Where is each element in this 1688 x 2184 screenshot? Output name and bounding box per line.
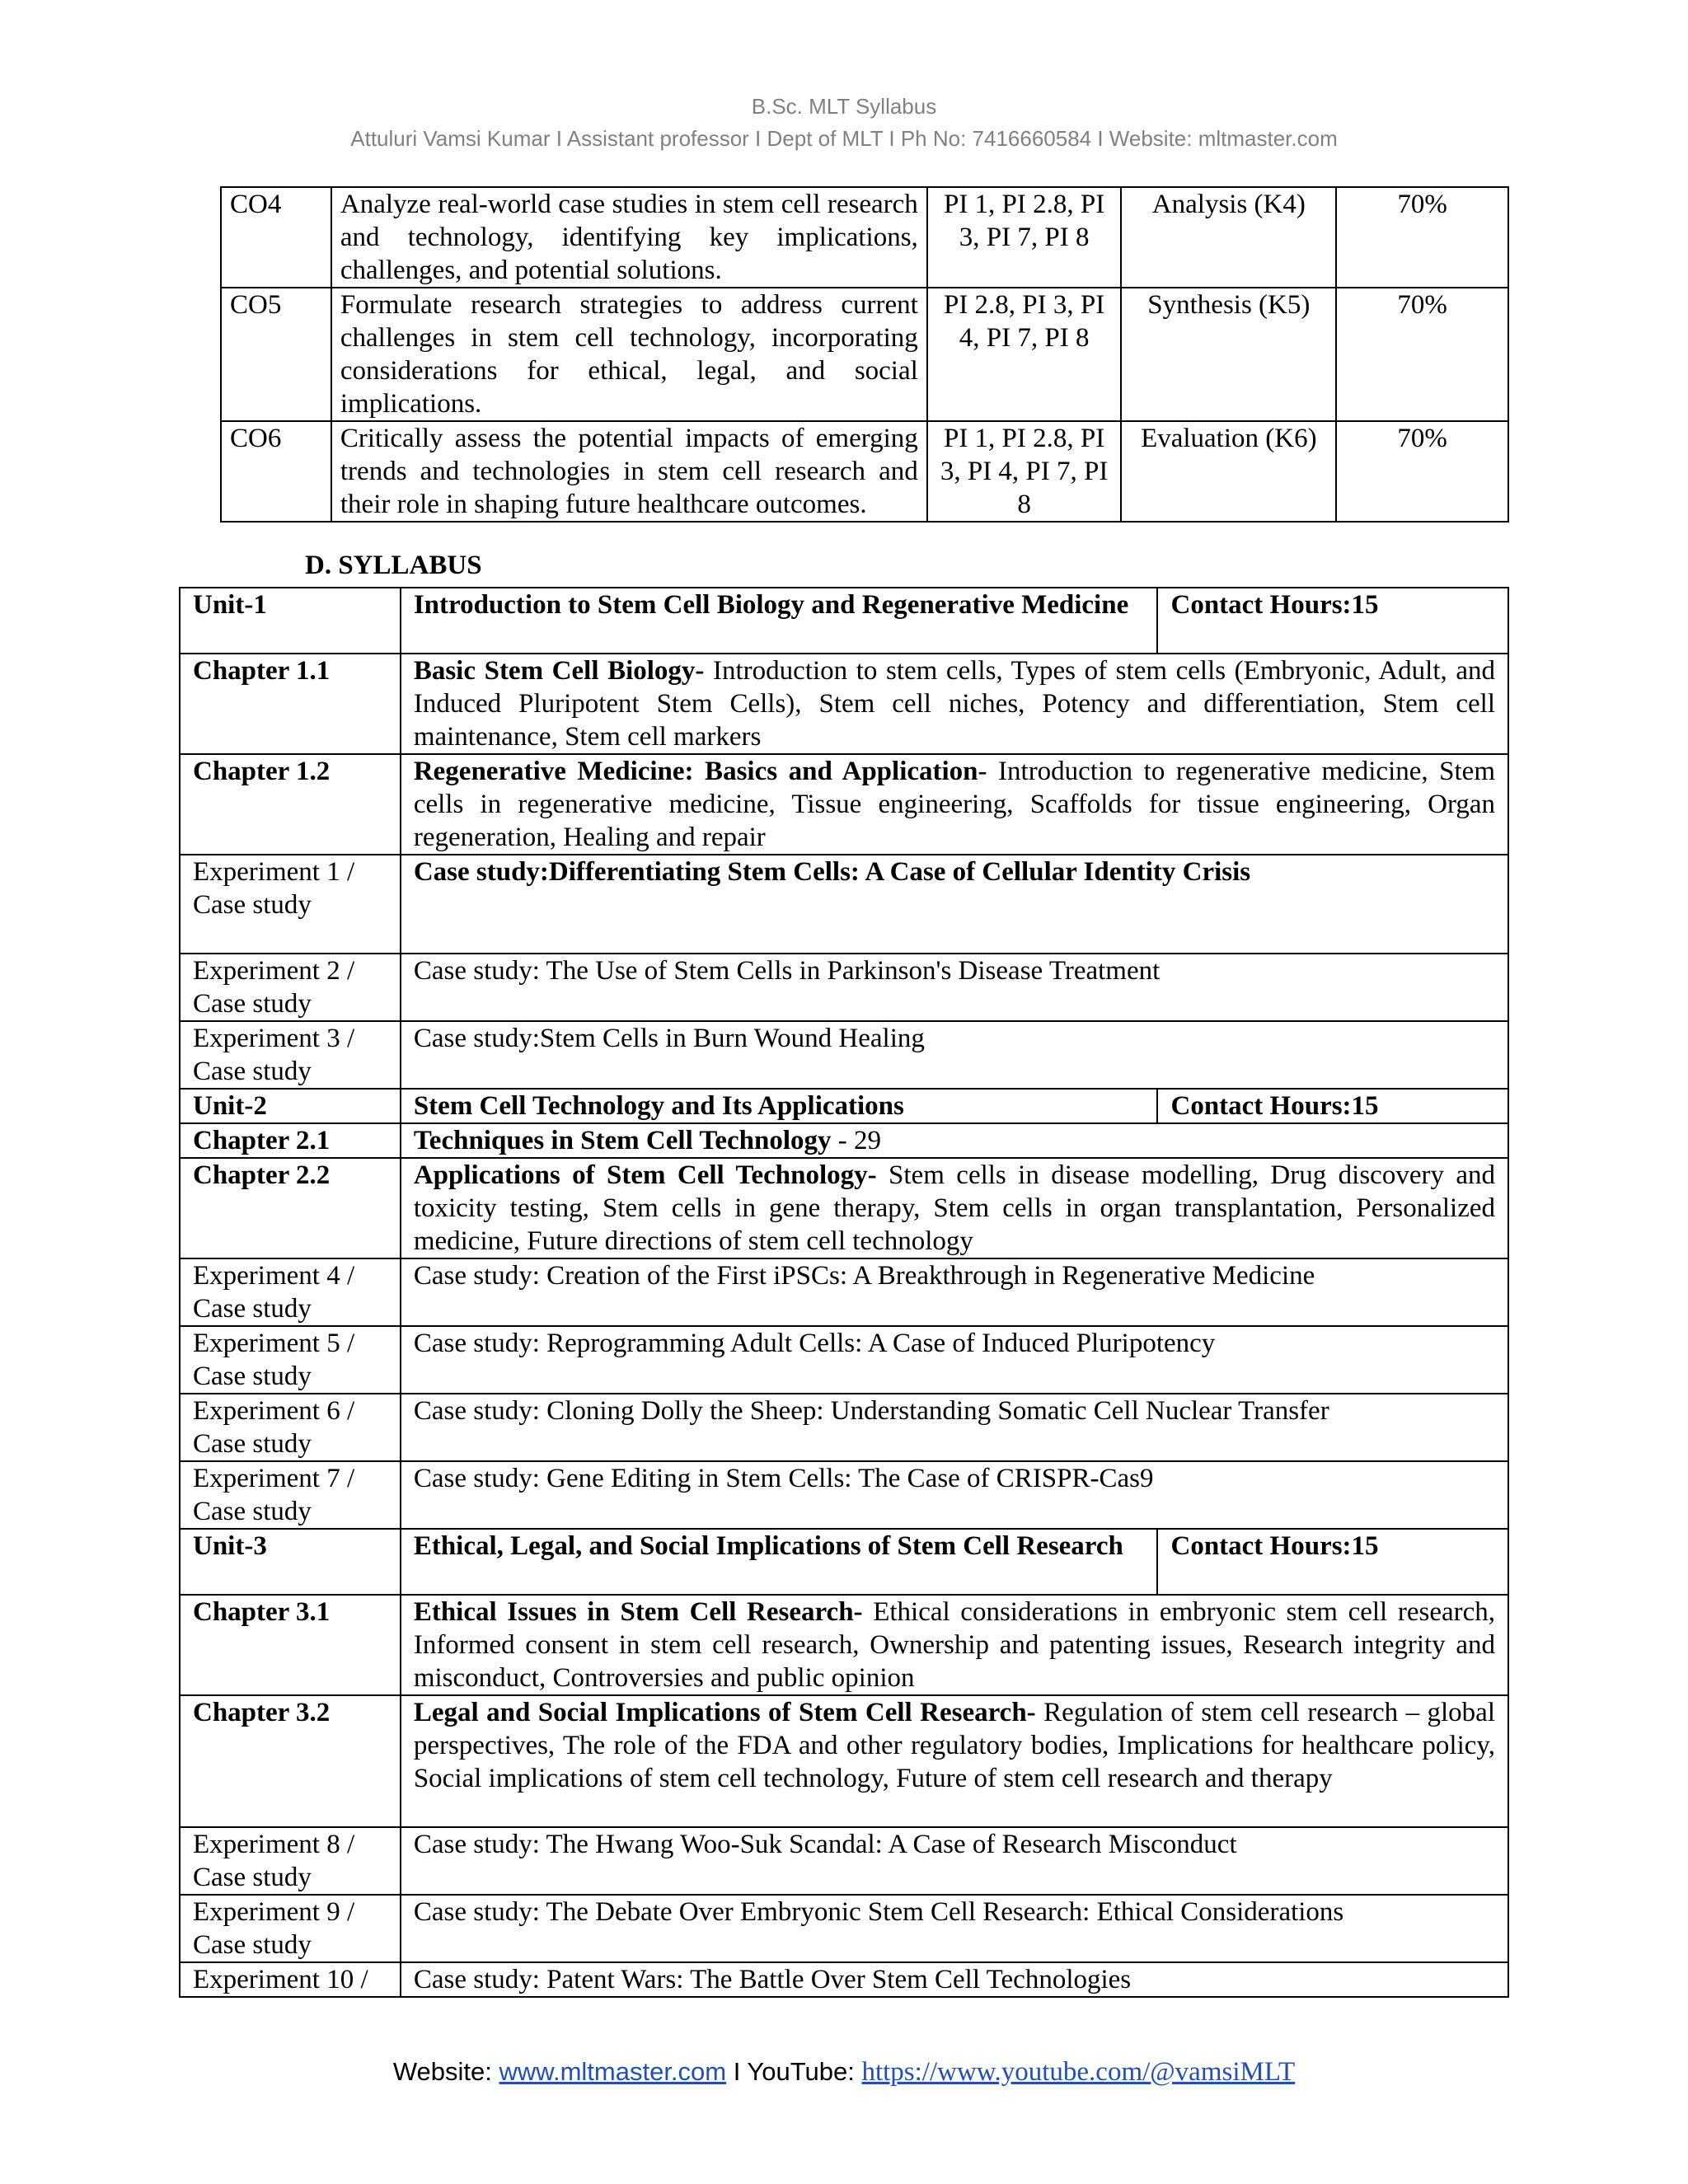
unit-row — [180, 1089, 1508, 1123]
chapter-label: Chapter 2.2 — [180, 1158, 401, 1258]
chapter-text: Introduction to stem cells, Types of stem cells (Embryonic, Adult, and Induced Pluripotent Stem Cells), Stem cell niches, Potency and differentiation, Stem cell maintenance, Stem cell markers — [413, 656, 1495, 752]
experiment-row — [180, 1461, 1508, 1529]
chapter-content — [401, 1158, 1508, 1258]
chapter-row — [180, 1123, 1508, 1158]
chapter-title: Basic Stem Cell Biology- — [413, 656, 705, 686]
unit-hours: Contact Hours:15 — [1157, 1089, 1508, 1123]
unit-hours: Contact Hours:15 — [1157, 1529, 1508, 1595]
experiment-row — [180, 1827, 1508, 1895]
experiment-label: Experiment 10 / — [180, 1962, 401, 1997]
experiment-label: Experiment 4 / Case study — [180, 1258, 401, 1326]
unit-label: Unit-3 — [180, 1529, 401, 1595]
chapter-row — [180, 1595, 1508, 1695]
experiment-text: Case study: The Hwang Woo-Suk Scandal: A Case of Research Misconduct — [401, 1827, 1508, 1895]
chapter-content — [401, 654, 1508, 754]
chapter-title: Ethical Issues in Stem Cell Research- — [413, 1597, 863, 1627]
syllabus-table — [179, 587, 1509, 1998]
co-target: 70% — [1336, 421, 1508, 522]
chapter-title: Applications of Stem Cell Technology- — [413, 1160, 877, 1190]
co-target: 70% — [1336, 187, 1508, 288]
experiment-row — [180, 1258, 1508, 1326]
co-level: Analysis (K4) — [1121, 187, 1336, 288]
experiment-text: Case study: Reprogramming Adult Cells: A Case of Induced Pluripotency — [401, 1326, 1508, 1394]
unit-label: Unit-1 — [180, 588, 401, 654]
chapter-label: Chapter 1.1 — [180, 654, 401, 754]
experiment-row — [180, 954, 1508, 1021]
experiment-row — [180, 1394, 1508, 1461]
chapter-row — [180, 754, 1508, 855]
experiment-label: Experiment 6 / Case study — [180, 1394, 401, 1461]
chapter-title: Regenerative Medicine: Basics and Application — [413, 757, 978, 786]
course-outcomes-table — [220, 186, 1509, 523]
experiment-label: Experiment 3 / Case study — [180, 1021, 401, 1089]
experiment-text: Case study: The Debate Over Embryonic Stem Cell Research: Ethical Considerations — [401, 1895, 1508, 1962]
co-description: Analyze real-world case studies in stem cell research and technology, identifying key implications, challenges, and potential solutions. — [331, 187, 927, 288]
header-author-line: Attuluri Vamsi Kumar I Assistant professor I Dept of MLT I Ph No: 7416660584 I Website: mltmaster.com — [350, 126, 1338, 151]
experiment-text: Case study: The Use of Stem Cells in Parkinson's Disease Treatment — [401, 954, 1508, 1021]
experiment-label: Experiment 7 / Case study — [180, 1461, 401, 1529]
co-id: CO5 — [221, 288, 331, 421]
chapter-content — [401, 1695, 1508, 1827]
table-row — [221, 288, 1508, 421]
header-title: B.Sc. MLT Syllabus — [751, 94, 937, 119]
unit-title: Stem Cell Technology and Its Applications — [401, 1089, 1158, 1123]
chapter-label: Chapter 1.2 — [180, 754, 401, 855]
experiment-row — [180, 1021, 1508, 1089]
chapter-content — [401, 1123, 1508, 1158]
co-pi: PI 1, PI 2.8, PI 3, PI 4, PI 7, PI 8 — [927, 421, 1122, 522]
co-description: Formulate research strategies to address current challenges in stem cell technology, incorporating considerations for ethical, legal, and social implications. — [331, 288, 927, 421]
unit-title: Introduction to Stem Cell Biology and Regenerative Medicine — [401, 588, 1158, 654]
co-id: CO4 — [221, 187, 331, 288]
chapter-content — [401, 1595, 1508, 1695]
experiment-label: Experiment 2 / Case study — [180, 954, 401, 1021]
experiment-text: Case study: Cloning Dolly the Sheep: Understanding Somatic Cell Nuclear Transfer — [401, 1394, 1508, 1461]
chapter-title: Legal and Social Implications of Stem Cell Research- — [413, 1698, 1036, 1727]
experiment-row — [180, 1962, 1508, 1997]
experiment-text: Case study:Stem Cells in Burn Wound Healing — [401, 1021, 1508, 1089]
website-link[interactable]: www.mltmaster.com — [499, 2057, 727, 2086]
chapter-row — [180, 654, 1508, 754]
chapter-text: - Introduction to regenerative medicine, Stem cells in regenerative medicine, Tissue engineering, Scaffolds for tissue engineering, Organ regeneration, Healing and repair — [413, 757, 1495, 852]
experiment-text: Case study: Patent Wars: The Battle Over Stem Cell Technologies — [401, 1962, 1508, 1997]
chapter-label: Chapter 3.2 — [180, 1695, 401, 1827]
table-row — [221, 421, 1508, 522]
experiment-label: Experiment 5 / Case study — [180, 1326, 401, 1394]
chapter-text: Regulation of stem cell research – global perspectives, The role of the FDA and other regulatory bodies, Implications for healthcare policy, Social implications of stem cell technology, Future of stem cell research and therapy — [413, 1698, 1496, 1793]
co-level: Evaluation (K6) — [1121, 421, 1336, 522]
experiment-label: Experiment 9 / Case study — [180, 1895, 401, 1962]
experiment-row — [180, 1326, 1508, 1394]
footer-separator: I YouTube: — [726, 2057, 862, 2086]
co-id: CO6 — [221, 421, 331, 522]
section-title: D. SYLLABUS — [305, 551, 482, 580]
chapter-title: Techniques in Stem Cell Technology — [413, 1126, 832, 1155]
chapter-label: Chapter 3.1 — [180, 1595, 401, 1695]
co-pi: PI 2.8, PI 3, PI 4, PI 7, PI 8 — [927, 288, 1122, 421]
experiment-label: Experiment 8 / Case study — [180, 1827, 401, 1895]
page-footer — [0, 2057, 1688, 2088]
unit-label: Unit-2 — [180, 1089, 401, 1123]
chapter-text: Ethical considerations in embryonic stem cell research, Informed consent in stem cell research, Ownership and patenting issues, Research integrity and misconduct, Controversies and public opinion — [413, 1597, 1496, 1693]
youtube-link[interactable]: https://www.youtube.com/@vamsiMLT — [861, 2057, 1296, 2087]
experiment-text: Case study: Gene Editing in Stem Cells: The Case of CRISPR-Cas9 — [401, 1461, 1508, 1529]
unit-title: Ethical, Legal, and Social Implications of Stem Cell Research — [401, 1529, 1158, 1595]
experiment-row — [180, 1895, 1508, 1962]
experiment-row — [180, 855, 1508, 954]
footer-website-label: Website: — [392, 2057, 499, 2086]
chapter-text: Stem cells in disease modelling, Drug discovery and toxicity testing, Stem cells in gene therapy, Stem cells in organ transplantation, Personalized medicine, Future directions of stem cell technology — [413, 1160, 1496, 1256]
experiment-text: Case study:Differentiating Stem Cells: A Case of Cellular Identity Crisis — [401, 855, 1508, 954]
co-target: 70% — [1336, 288, 1508, 421]
experiment-text: Case study: Creation of the First iPSCs: A Breakthrough in Regenerative Medicine — [401, 1258, 1508, 1326]
experiment-label: Experiment 1 / Case study — [180, 855, 401, 954]
chapter-text: - 29 — [831, 1126, 882, 1155]
table-row — [221, 187, 1508, 288]
co-pi: PI 1, PI 2.8, PI 3, PI 7, PI 8 — [927, 187, 1122, 288]
co-description: Critically assess the potential impacts of emerging trends and technologies in stem cell research and their role in shaping future healthcare outcomes. — [331, 421, 927, 522]
chapter-content — [401, 754, 1508, 855]
co-level: Synthesis (K5) — [1121, 288, 1336, 421]
unit-row — [180, 588, 1508, 654]
unit-row — [180, 1529, 1508, 1595]
chapter-row — [180, 1695, 1508, 1827]
unit-hours: Contact Hours:15 — [1157, 588, 1508, 654]
chapter-label: Chapter 2.1 — [180, 1123, 401, 1158]
chapter-row — [180, 1158, 1508, 1258]
